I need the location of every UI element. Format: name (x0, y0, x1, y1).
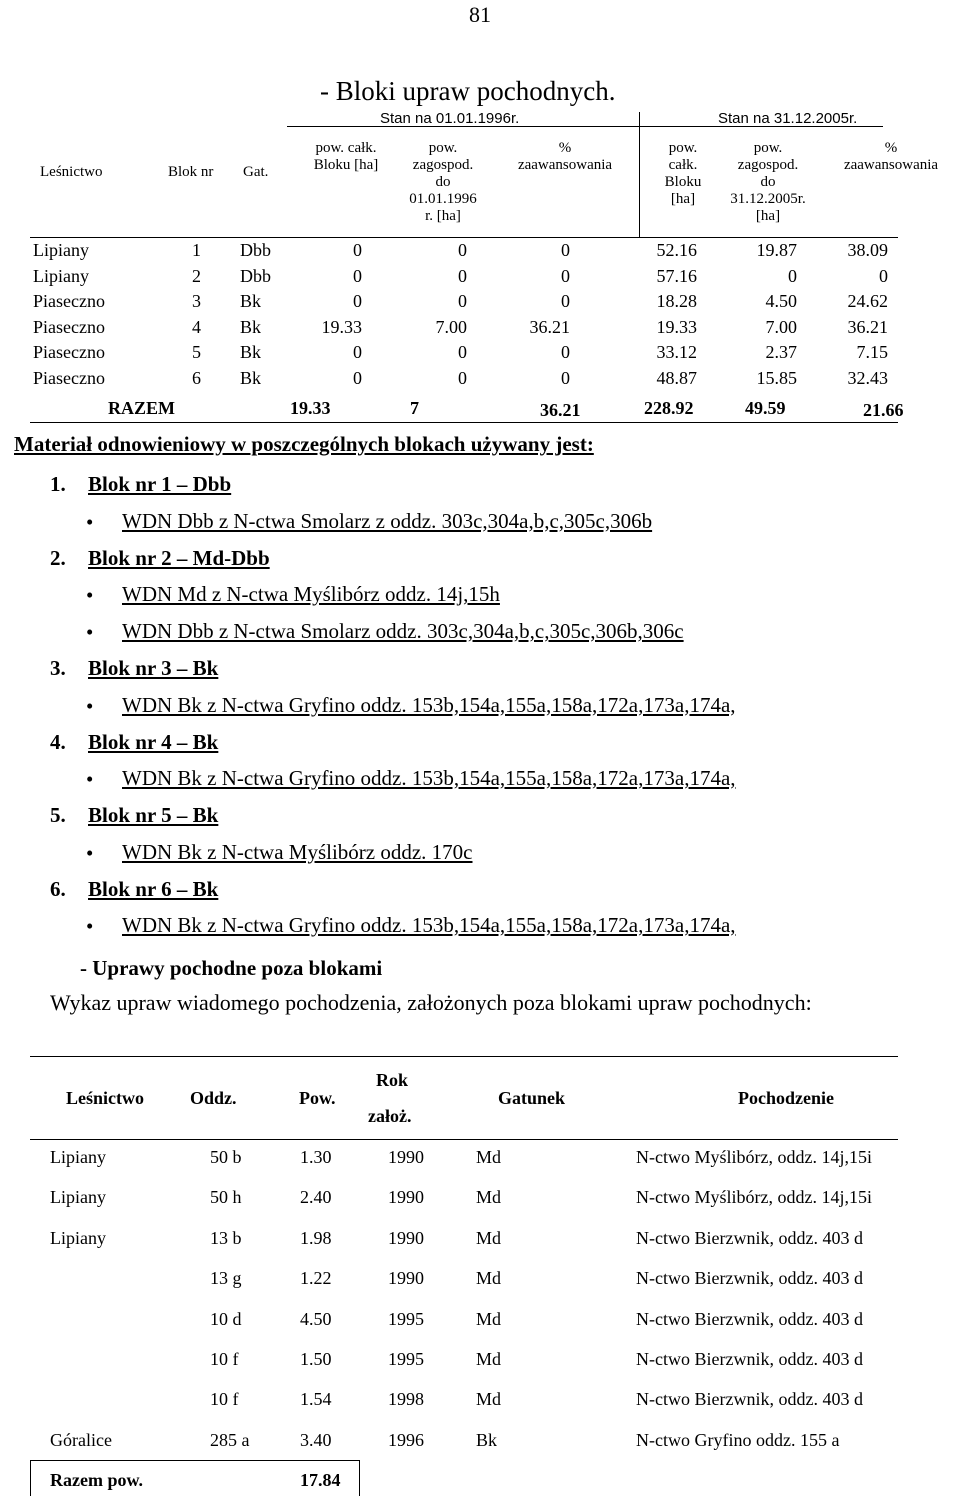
stan-1996: Stan na 01.01.1996r. (380, 110, 520, 127)
table-cell: Bk (240, 291, 262, 311)
bullet-icon: • (86, 914, 94, 938)
block-number: 3. (50, 656, 66, 680)
table-cell: Md (476, 1147, 502, 1167)
table-cell: 19.33 (656, 316, 697, 337)
table-cell: 0 (458, 367, 467, 388)
table-cell: 1998 (388, 1389, 424, 1410)
table-cell: Md (476, 1308, 502, 1329)
header-line: 01.01.1996 (409, 191, 477, 207)
wdn-item: WDN Bk z N-ctwa Myślibórz oddz. 170c (122, 839, 473, 864)
table-cell: Lipiany (50, 1227, 106, 1248)
table-cell: 4.50 (765, 291, 797, 311)
table-cell: 24.62 (847, 291, 888, 311)
row-lesnictwo: Lipiany (33, 265, 89, 286)
header-gatunek: Gatunek (498, 1088, 566, 1108)
table-cell: 0 (458, 291, 467, 311)
table-cell: 33.12 (656, 342, 697, 362)
bullet-icon: • (86, 693, 94, 718)
table-cell: 0 (788, 265, 797, 286)
header-line: zagospod. (737, 157, 799, 173)
wdn-item: WDN Bk z N-ctwa Gryfino oddz. 153b,154a,155a,158a,172a,173a,174a, (122, 766, 736, 790)
table-cell: 6 (192, 367, 201, 388)
table-cell: 4 (192, 316, 201, 337)
table-cell: Bk (240, 367, 262, 388)
header-line: zaawansowania (517, 157, 613, 173)
table-cell: 0 (458, 342, 467, 362)
header-lesnictwo: Leśnictwo (40, 164, 103, 180)
table-cell: 10 f (210, 1389, 239, 1410)
table-cell: N-ctwo Bierzwnik, oddz. 403 d (636, 1389, 863, 1410)
table-cell: 50 h (210, 1187, 242, 1208)
wykaz-text: Wykaz upraw wiadomego pochodzenia, założonych poza blokami upraw pochodnych: (50, 990, 812, 1015)
table-rule (30, 1460, 31, 1496)
table-cell: 32.43 (847, 367, 888, 388)
section-title: - Bloki upraw pochodnych. (320, 76, 616, 106)
table-cell: 3.40 (300, 1429, 332, 1450)
block-number: 2. (50, 545, 66, 570)
header-rok: Rok (376, 1070, 409, 1090)
wdn-item: WDN Dbb z N-ctwa Smolarz z oddz. 303c,304a,b,c,305c,306b (122, 508, 653, 533)
table-cell: 0 (353, 342, 362, 362)
wdn-item: WDN Dbb z N-ctwa Smolarz oddz. 303c,304a,b,c,305c,306b,306c (122, 619, 684, 643)
table-cell: 50 b (210, 1147, 242, 1167)
header-line: pow. (753, 140, 783, 156)
table-cell: 36.21 (529, 316, 570, 337)
total-value: 17.84 (300, 1470, 341, 1490)
table-cell: 2.40 (300, 1187, 332, 1208)
block-title: Blok nr 6 – Bk (88, 876, 219, 901)
table-cell: 2.37 (765, 342, 797, 362)
row-lesnictwo: Piaseczno (33, 316, 105, 337)
table-cell: 13 g (210, 1268, 242, 1289)
table-cell: Bk (240, 342, 262, 362)
material-title: Materiał odnowieniowy w poszczególnych blokach używany jest: (14, 432, 594, 456)
table-cell: Bk (240, 316, 262, 337)
table-cell: 1990 (388, 1268, 424, 1289)
header-line: Bloku (664, 174, 702, 190)
total-label: Razem pow. (50, 1470, 143, 1490)
wdn-item: WDN Bk z N-ctwa Gryfino oddz. 153b,154a,155a,158a,172a,173a,174a, (122, 913, 736, 937)
header-oddz: Oddz. (190, 1088, 237, 1108)
table-rule (30, 1139, 898, 1140)
table-cell: 7.00 (435, 316, 467, 337)
header-lesnictwo: Leśnictwo (66, 1088, 144, 1108)
table-cell: 0 (353, 265, 362, 286)
header-line: r. [ha] (425, 208, 461, 224)
bullet-icon: • (86, 767, 94, 791)
table-cell: Dbb (240, 240, 271, 260)
table-cell: 52.16 (656, 240, 697, 260)
block-title: Blok nr 2 – Md-Dbb (88, 545, 270, 570)
table-cell: Md (476, 1227, 502, 1248)
table-cell: 0 (561, 367, 570, 388)
table-cell: 0 (561, 265, 570, 286)
table-cell: 1990 (388, 1227, 424, 1248)
table-cell: Md (476, 1187, 502, 1208)
table-cell: 3 (192, 291, 201, 311)
block-number: 5. (50, 803, 66, 827)
table-cell: 0 (561, 291, 570, 311)
row-lesnictwo: Piaseczno (33, 342, 105, 362)
block-number: 1. (50, 472, 66, 496)
table-cell: 7.00 (765, 316, 797, 337)
header-line: [ha] (670, 191, 696, 207)
header-line: zagospod. (412, 157, 474, 173)
table-cell: 1.98 (300, 1227, 332, 1248)
row-lesnictwo: Piaseczno (33, 367, 105, 388)
header-proc-1996 (500, 140, 630, 174)
table-cell: 1.22 (300, 1268, 332, 1289)
total-cell: 49.59 (745, 398, 786, 418)
table-cell: Md (476, 1389, 502, 1410)
header-pow-calk-1996 (296, 140, 396, 174)
table-cell: Bk (476, 1429, 498, 1450)
block-title: Blok nr 5 – Bk (88, 803, 219, 827)
table-rule (359, 1460, 360, 1496)
header-line: do (760, 174, 776, 190)
table-cell: 19.33 (321, 316, 362, 337)
table-cell: Dbb (240, 265, 271, 286)
table-cell: 1.30 (300, 1147, 332, 1167)
header-line: % (884, 140, 898, 156)
block-title: Blok nr 3 – Bk (88, 656, 219, 680)
header-line: pow. (428, 140, 458, 156)
block-number: 6. (50, 876, 66, 901)
total-cell: 7 (410, 398, 419, 418)
bullet-icon: • (86, 840, 94, 865)
table-cell: Md (476, 1349, 502, 1369)
row-lesnictwo: Piaseczno (33, 291, 105, 311)
table-cell: 48.87 (656, 367, 697, 388)
table-cell: N-ctwo Bierzwnik, oddz. 403 d (636, 1349, 863, 1369)
block-title: Blok nr 1 – Dbb (88, 472, 232, 496)
table-cell: 1990 (388, 1147, 424, 1167)
header-line: [ha] (755, 208, 781, 224)
wdn-item: WDN Md z N-ctwa Myślibórz oddz. 14j,15h (122, 582, 500, 606)
table-cell: 1.54 (300, 1389, 332, 1410)
table-rule (30, 1056, 898, 1057)
table-cell: 0 (353, 367, 362, 388)
header-blok: Blok nr (168, 164, 214, 180)
table-cell: 0 (561, 240, 570, 260)
table-cell: 10 f (210, 1349, 239, 1369)
block-title: Blok nr 4 – Bk (88, 729, 219, 754)
header-pochodzenie: Pochodzenie (738, 1088, 834, 1108)
wdn-item: WDN Bk z N-ctwa Gryfino oddz. 153b,154a,155a,158a,172a,173a,174a, (122, 692, 736, 717)
table-cell: 1995 (388, 1349, 424, 1369)
bullet-icon: • (86, 620, 94, 644)
uprawy-title: - Uprawy pochodne poza blokami (80, 956, 383, 980)
table-cell: 1995 (388, 1308, 424, 1329)
header-line: pow. (668, 140, 698, 156)
total-label: RAZEM (108, 398, 175, 418)
table-cell: 5 (192, 342, 201, 362)
header-pow-calk-2005 (648, 140, 718, 208)
table-cell: 0 (561, 342, 570, 362)
row-lesnictwo: Lipiany (33, 240, 89, 260)
header-proc-2005 (826, 140, 956, 174)
total-cell: 21.66 (863, 400, 904, 420)
table-cell: 0 (879, 265, 888, 286)
table-cell: 18.28 (656, 291, 697, 311)
table-cell: 7.15 (856, 342, 888, 362)
table-cell: Góralice (50, 1429, 112, 1450)
table-rule (30, 237, 898, 238)
table-cell: 15.85 (756, 367, 797, 388)
table-cell: N-ctwo Bierzwnik, oddz. 403 d (636, 1308, 863, 1329)
header-line: pow. całk. (315, 140, 377, 156)
header-line: 31.12.2005r. (730, 191, 806, 207)
header-pow-zag-1996 (398, 140, 488, 225)
table-cell: 57.16 (656, 265, 697, 286)
header-gat: Gat. (243, 164, 269, 180)
table-cell: Lipiany (50, 1187, 106, 1208)
table-cell: N-ctwo Bierzwnik, oddz. 403 d (636, 1268, 863, 1289)
table-cell: 1 (192, 240, 201, 260)
table-cell: 0 (353, 240, 362, 260)
table-rule (639, 112, 640, 237)
table-cell: 1996 (388, 1429, 424, 1450)
table-cell: 1.50 (300, 1349, 332, 1369)
table-rule (30, 422, 898, 423)
table-cell: N-ctwo Myślibórz, oddz. 14j,15i (636, 1187, 872, 1208)
table-cell: N-ctwo Myślibórz, oddz. 14j,15i (636, 1147, 872, 1167)
table-cell: N-ctwo Bierzwnik, oddz. 403 d (636, 1227, 863, 1248)
total-cell: 19.33 (290, 398, 331, 418)
table-cell: N-ctwo Gryfino oddz. 155 a (636, 1429, 840, 1450)
table-cell: 1990 (388, 1187, 424, 1208)
header-pow: Pow. (299, 1088, 336, 1108)
table-cell: 0 (353, 291, 362, 311)
bullet-icon: • (86, 509, 94, 534)
stan-2005: Stan na 31.12.2005r. (718, 110, 858, 127)
header-pow-zag-2005 (718, 140, 818, 225)
header-line: całk. (668, 157, 698, 173)
table-rule (30, 1460, 360, 1461)
table-cell: 285 a (210, 1429, 250, 1450)
table-cell: 10 d (210, 1308, 242, 1329)
table-cell: 38.09 (847, 240, 888, 260)
header-line: do (435, 174, 451, 190)
table-cell: 0 (458, 265, 467, 286)
bullet-icon: • (86, 583, 94, 607)
page-number: 81 (469, 2, 491, 27)
header-line: zaawansowania (843, 157, 939, 173)
table-cell: Lipiany (50, 1147, 106, 1167)
table-cell: 36.21 (847, 316, 888, 337)
header-line: Bloku [ha] (313, 157, 379, 173)
header-zaloz: założ. (368, 1106, 412, 1126)
block-number: 4. (50, 729, 66, 754)
table-cell: 0 (458, 240, 467, 260)
total-cell: 228.92 (644, 398, 694, 418)
table-cell: 4.50 (300, 1308, 332, 1329)
table-cell: Md (476, 1268, 502, 1289)
header-line: % (558, 140, 572, 156)
table-cell: 19.87 (756, 240, 797, 260)
table-cell: 2 (192, 265, 201, 286)
total-cell: 36.21 (540, 400, 581, 420)
table-cell: 13 b (210, 1227, 242, 1248)
